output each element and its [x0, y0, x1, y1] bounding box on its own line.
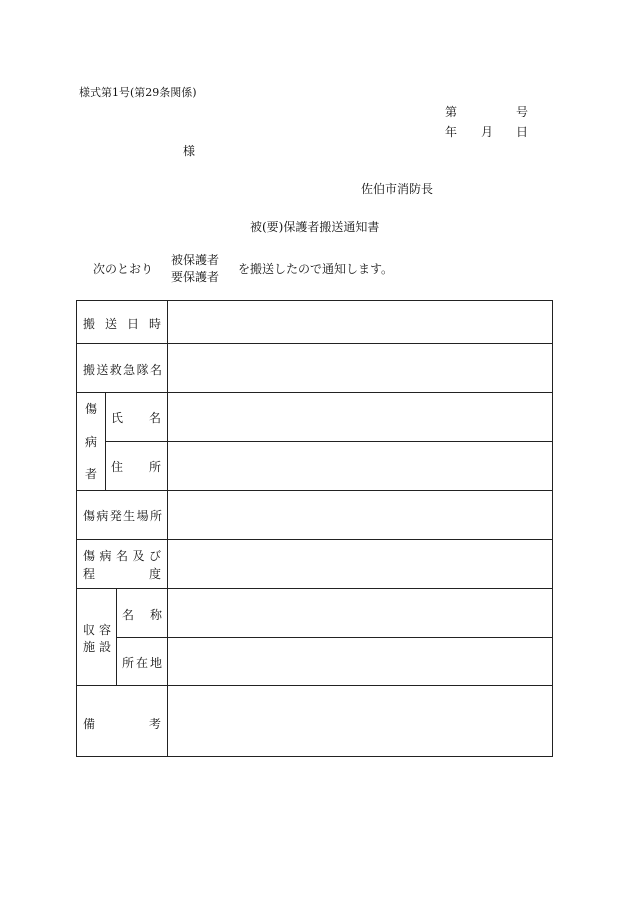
label-facility-line2: 施 設	[83, 640, 111, 654]
patient-group-divider	[105, 392, 106, 490]
label-injury-severity: 程 度	[83, 567, 161, 581]
label-injury-name: 傷 病 名 及 び	[83, 549, 161, 563]
label-transport-datetime: 搬 送 日 時	[83, 317, 161, 331]
facility-group-divider	[116, 588, 117, 685]
date-year-label: 年	[445, 125, 458, 139]
intro-option-protected: 被保護者	[171, 253, 220, 267]
intro-option-needs-protection: 要保護者	[171, 270, 220, 284]
date-day-label: 日	[516, 125, 529, 139]
document-number-suffix: 号	[516, 105, 529, 119]
label-patient-group: 傷 病 者	[84, 402, 97, 481]
remarks-value[interactable]	[168, 686, 553, 757]
document-title: 被(要)保護者搬送通知書	[250, 220, 380, 234]
rescue-unit-value[interactable]	[168, 344, 553, 392]
label-incident-place: 傷 病 発 生 場 所	[83, 509, 162, 523]
addressee-honorific: 様	[183, 144, 196, 158]
label-facility-line1: 収 容	[83, 623, 111, 637]
notification-table	[76, 300, 553, 757]
date-month-label: 月	[481, 125, 494, 139]
label-facility-location: 所 在 地	[122, 656, 162, 670]
sender-name: 佐伯市消防長	[361, 182, 434, 196]
patient-address-value[interactable]	[168, 442, 553, 490]
intro-suffix: を搬送したので通知します。	[238, 262, 394, 276]
label-remarks: 備 考	[83, 717, 161, 731]
facility-name-value[interactable]	[168, 589, 553, 637]
incident-place-value[interactable]	[168, 491, 553, 539]
intro-prefix: 次のとおり	[93, 262, 154, 276]
label-patient-address: 住 所	[111, 460, 161, 474]
label-patient-name: 氏 名	[111, 411, 161, 425]
form-number-label: 様式第1号(第29条関係)	[79, 86, 197, 99]
facility-location-value[interactable]	[168, 638, 553, 685]
label-facility-name: 名 称	[122, 608, 162, 622]
patient-name-value[interactable]	[168, 393, 553, 441]
label-rescue-unit: 搬 送 救 急 隊 名	[83, 363, 162, 377]
transport-datetime-value[interactable]	[168, 301, 553, 343]
injury-severity-value[interactable]	[168, 540, 553, 588]
document-number-prefix: 第	[445, 105, 458, 119]
